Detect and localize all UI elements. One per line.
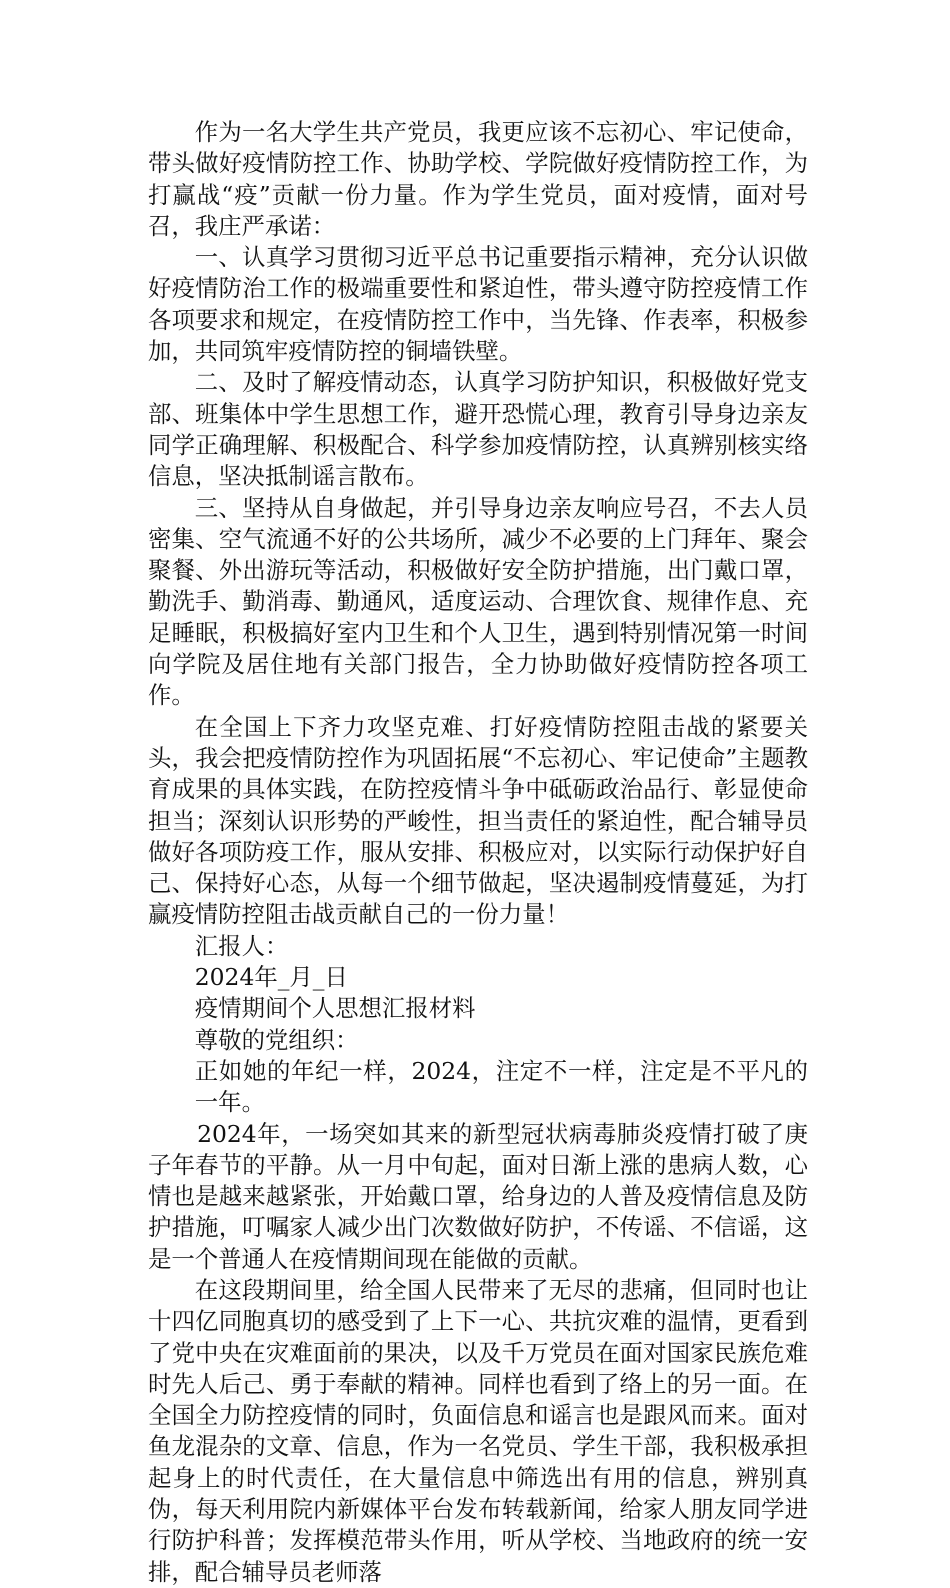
salutation: 尊敬的党组织： (194, 1025, 359, 1054)
paragraph-outbreak: 2024年，一场突如其来的新型冠状病毒肺炎疫情打破了庚子年春节的平静。从一月中旬起，面对日渐上涨的患病人数，心情也是越来越紧张，开始戴口罩，给身边的人普及疫情信息及防护措施，叮嘱家人减少出门次数做好防护，不传谣、不信谣，这是一个普通人在疫情期间现在能做的贡献。 (148, 1119, 808, 1273)
document-body (148, 117, 808, 1588)
paragraph-pledge-one: 一、认真学习贯彻习近平总书记重要指示精神，充分认识做好疫情防治工作的极端重要性和紧迫性，带头遵守防控疫情工作各项要求和规定，在疫情防控工作中，当先锋、作表率，积极参加，共同筑牢疫情防控的铜墙铁壁。 (148, 243, 808, 366)
paragraph-intro: 作为一名大学生共产党员，我更应该不忘初心、牢记使命，带头做好疫情防控工作、协助学校、学院做好疫情防控工作，为打赢战“疫”贡献一份力量。作为学生党员，面对疫情，面对号召，我庄严承诺： (148, 118, 808, 240)
paragraph-conclusion: 在全国上下齐力攻坚克难、打好疫情防控阻击战的紧要关头，我会把疫情防控作为巩固拓展“不忘初心、牢记使命”主题教育成果的具体实践，在防控疫情斗争中砥砺政治品行、彰显使命担当；深刻认识形势的严峻性，担当责任的紧迫性，配合辅导员做好各项防疫工作，服从安排、积极应对，以实际行动保护好自己、保持好心态，从每一个细节做起，坚决遏制疫情蔓延，为打赢疫情防控阻击战贡献自己的一份力量！ (148, 712, 808, 929)
paragraph-opening-line: 正如她的年纪一样，2024，注定不一样，注定是不平凡的一年。 (194, 1056, 808, 1117)
paragraph-pledge-three: 三、坚持从自身做起，并引导身边亲友响应号召，不去人员密集、空气流通不好的公共场所，减少不必要的上门拜年、聚会聚餐、外出游玩等活动，积极做好安全防护措施，出门戴口罩，勤洗手、勤消毒、勤通风，适度运动、合理饮食、规律作息、充足睡眠，积极搞好室内卫生和个人卫生，遇到特别情况第一时间向学院及居住地有关部门报告，全力协助做好疫情防控各项工作。 (148, 493, 808, 710)
paragraph-pledge-two: 二、及时了解疫情动态，认真学习防护知识，积极做好党支部、班集体中学生思想工作，避开恐慌心理，教育引导身边亲友同学正确理解、积极配合、科学参加疫情防控，认真辨别核实络信息，坚决抵制谣言散布。 (148, 368, 808, 491)
reporter-label: 汇报人： (194, 931, 289, 960)
report-date: 2024年_月_日 (194, 963, 348, 992)
paragraph-reflection: 在这段期间里，给全国人民带来了无尽的悲痛，但同时也让十四亿同胞真切的感受到了上下一心、共抗灾难的温情，更看到了党中央在灾难面前的果决，以及千万党员在面对国家民族危难时先人后己、勇于奉献的精神。同样也看到了络上的另一面。在全国全力防控疫情的同时，负面信息和谣言也是跟风而来。面对鱼龙混杂的文章、信息，作为一名党员、学生干部，我积极承担起身上的时代责任，在大量信息中筛选出有用的信息，辨别真伪，每天利用院内新媒体平台发布转载新闻，给家人朋友同学进行防护科普；发挥模范带头作用，听从学校、当地政府的统一安排，配合辅导员老师落 (148, 1275, 808, 1586)
second-document-title: 疫情期间个人思想汇报材料 (194, 994, 476, 1023)
